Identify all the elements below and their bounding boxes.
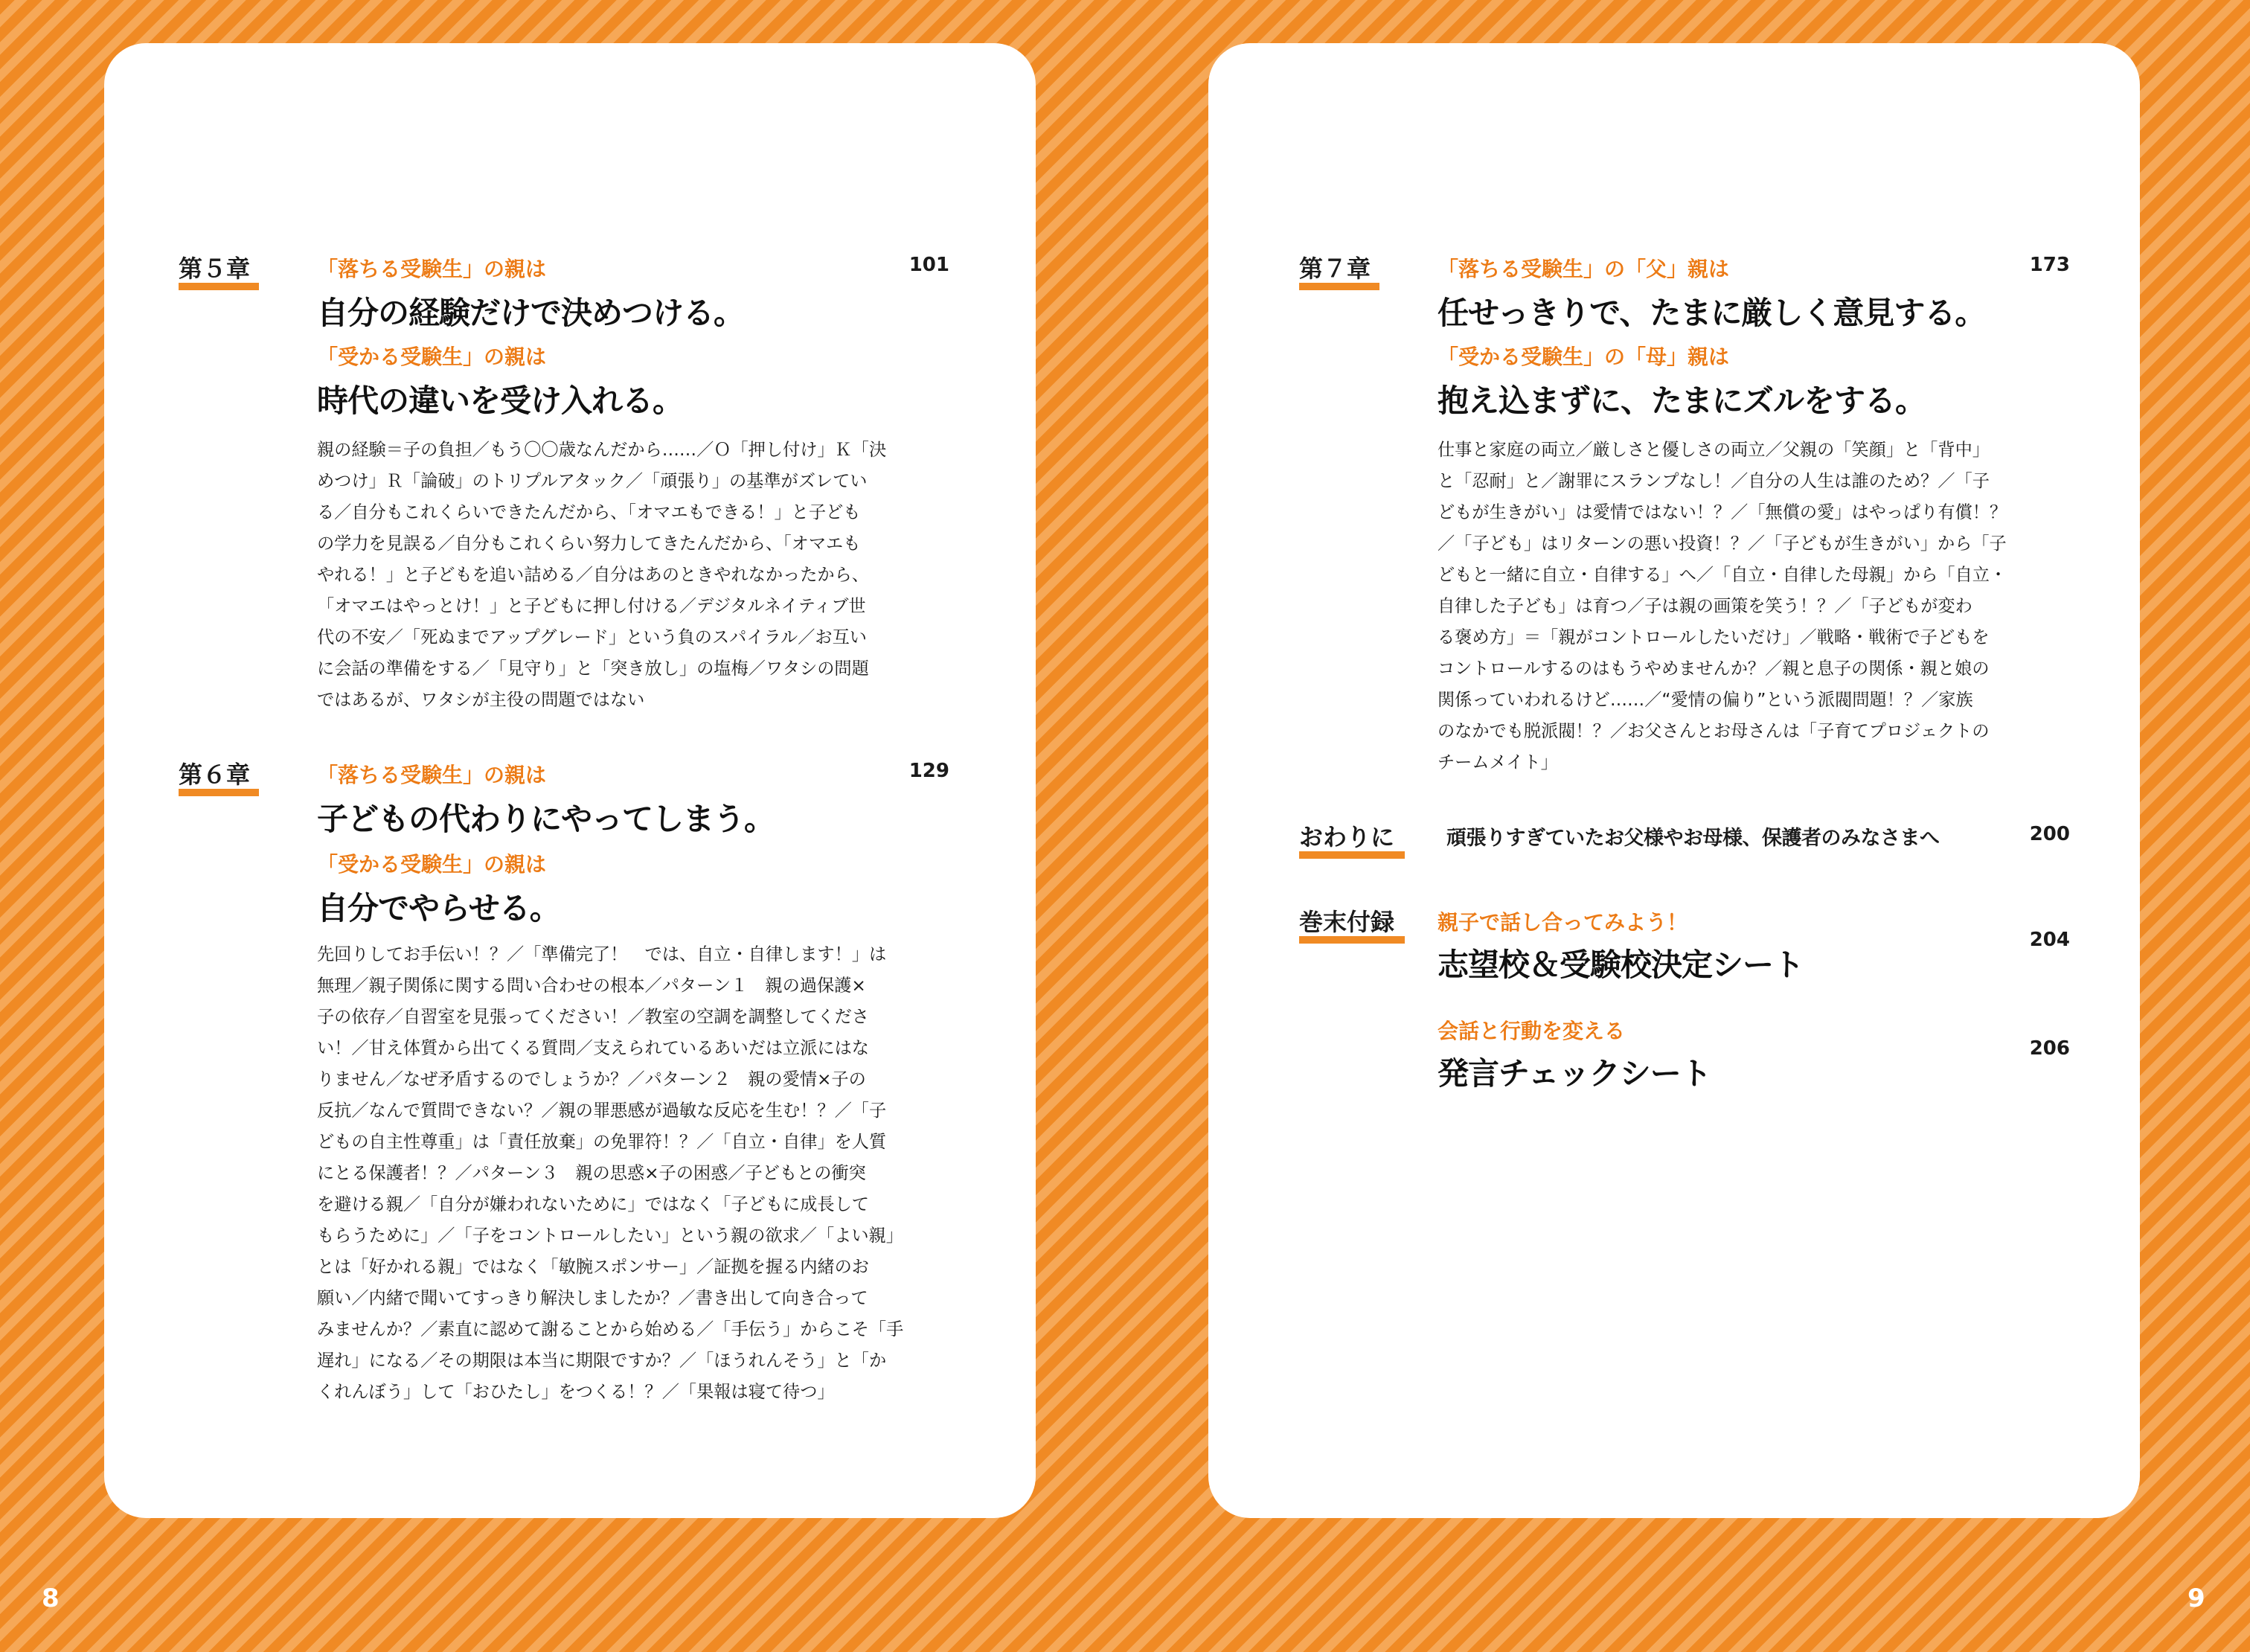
appendix-label: 巻末付録 bbox=[1299, 908, 1395, 936]
text-line: のなかでも脱派閥！？／お父さんとお母さんは「子育てプロジェクトの bbox=[1438, 721, 1990, 741]
page-number-right: 9 bbox=[2188, 1584, 2205, 1613]
text-line: どもが生きがい」は愛情ではない！？／「無償の愛」はやっぱり有償！？ bbox=[1438, 502, 2007, 522]
text-line: 「オマエはやっとけ！」と子どもに押し付ける／デジタルネイティブ世 bbox=[317, 596, 866, 616]
chapter-5-pass-heading: 時代の違いを受け入れる。 bbox=[317, 382, 684, 419]
chapter-6-fail-heading: 子どもの代わりにやってしまう。 bbox=[317, 801, 775, 837]
text-line: 仕事と家庭の両立／厳しさと優しさの両立／父親の「笑顔」と「背中」 bbox=[1438, 440, 1990, 460]
page-number-left: 8 bbox=[42, 1584, 60, 1613]
text-line: 反抗／なんで質問できない？／親の罪悪感が過敏な反応を生む！？／「子 bbox=[317, 1101, 887, 1121]
text-line: にとる保護者！？／パターン３ 親の思惑×子の困惑／子どもとの衝突 bbox=[317, 1163, 866, 1183]
chapter-7-summary bbox=[1438, 435, 2071, 778]
chapter-7-pass-heading: 抱え込まずに、たまにズルをする。 bbox=[1438, 382, 1926, 419]
appendix-item-2-heading: 発言チェックシート bbox=[1438, 1055, 1711, 1092]
text-line: どもの自主性尊重」は「責任放棄」の免罪符！？／「自立・自律」を人質 bbox=[317, 1132, 887, 1152]
text-line: の学力を見誤る／自分もこれくらい努力してきたんだから、「オマエも bbox=[317, 534, 861, 554]
chapter-5-label: 第５章 bbox=[179, 254, 251, 283]
appendix-item-2-label: 会話と行動を変える bbox=[1438, 1019, 1626, 1043]
chapter-7-page-number: 173 bbox=[2029, 254, 2070, 276]
text-line: コントロールするのはもうやめませんか？／親と息子の関係・親と娘の bbox=[1438, 659, 1990, 679]
chapter-5-summary bbox=[317, 435, 951, 716]
appendix-item-1-heading: 志望校＆受験校決定シート bbox=[1438, 947, 1804, 983]
chapter-7-label: 第７章 bbox=[1299, 254, 1371, 283]
text-line: みませんか？／素直に認めて謝ることから始める／「手伝う」からこそ「手 bbox=[317, 1319, 904, 1339]
appendix-item-1-page-number: 204 bbox=[2029, 929, 2070, 951]
text-line: りません／なぜ矛盾するのでしょうか？／パターン２ 親の愛情×子の bbox=[317, 1069, 866, 1089]
chapter-7-fail-label: 「落ちる受験生」の「父」親は bbox=[1438, 257, 1730, 281]
chapter-6-label: 第６章 bbox=[179, 761, 251, 789]
appendix-underline bbox=[1299, 936, 1405, 944]
chapter-5-pass-label: 「受かる受験生」の親は bbox=[317, 345, 547, 369]
text-line: に会話の準備をする／「見守り」と「突き放し」の塩梅／ワタシの問題 bbox=[317, 659, 869, 679]
text-line: 関係っていわれるけど……／“愛情の偏り”という派閥問題！？／家族 bbox=[1438, 690, 1973, 710]
chapter-7-underline bbox=[1299, 283, 1379, 290]
chapter-7-pass-label: 「受かる受験生」の「母」親は bbox=[1438, 345, 1730, 369]
text-line: めつけ」Ｒ「論破」のトリプルアタック／「頑張り」の基準がズレてい bbox=[317, 471, 868, 491]
text-line: る／自分もこれくらいできたんだから、「オマエもできる！」と子ども bbox=[317, 502, 861, 522]
owarini-label: おわりに bbox=[1299, 823, 1395, 851]
appendix-item-2-page-number: 206 bbox=[2029, 1037, 2070, 1060]
text-line: ではあるが、ワタシが主役の問題ではない bbox=[317, 690, 645, 710]
chapter-7-fail-heading: 任せっきりで、たまに厳しく意見する。 bbox=[1438, 295, 1986, 331]
owarini-title: 頑張りすぎていたお父様やお母様、保護者のみなさまへ bbox=[1446, 827, 1940, 850]
owarini-page-number: 200 bbox=[2029, 823, 2070, 845]
text-line: やれる！」と子どもを追い詰める／自分はあのときやれなかったから、 bbox=[317, 565, 869, 585]
text-line: ／「子ども」はリターンの悪い投資！？／「子どもが生きがい」から「子 bbox=[1438, 534, 2007, 554]
text-line: 無理／親子関係に関する問い合わせの根本／パターン１ 親の過保護× bbox=[317, 976, 866, 996]
chapter-6-underline bbox=[179, 789, 259, 796]
text-line: 代の不安／「死ぬまでアップグレード」という負のスパイラル／お互い bbox=[317, 627, 867, 647]
text-line: 子の依存／自習室を見張ってください！／教室の空調を調整してくださ bbox=[317, 1007, 869, 1027]
owarini-underline bbox=[1299, 851, 1405, 859]
text-line: どもと一緒に自立・自律する」へ／「自立・自律した母親」から「自立・ bbox=[1438, 565, 2007, 585]
chapter-5-fail-label: 「落ちる受験生」の親は bbox=[317, 257, 547, 281]
text-line: 願い／内緒で聞いてすっきり解決しましたか？／書き出して向き合って bbox=[317, 1288, 868, 1308]
chapter-6-pass-label: 「受かる受験生」の親は bbox=[317, 852, 547, 877]
text-line: チームメイト」 bbox=[1438, 752, 1558, 772]
chapter-6-summary bbox=[317, 939, 951, 1408]
chapter-6-page-number: 129 bbox=[908, 760, 949, 782]
chapter-5-page-number: 101 bbox=[908, 254, 949, 276]
text-line: 自律した子ども」は育つ／子は親の画策を笑う！？／「子どもが変わ bbox=[1438, 596, 1972, 616]
appendix-item-1-label: 親子で話し合ってみよう！ bbox=[1438, 910, 1688, 935]
text-line: とは「好かれる親」ではなく「敏腕スポンサー」／証拠を握る内緒のお bbox=[317, 1257, 869, 1277]
chapter-5-underline bbox=[179, 283, 259, 290]
text-line: 先回りしてお手伝い！？／「準備完了！ では、自立・自律します！」は bbox=[317, 944, 887, 964]
text-line: くれんぼう」して「おひたし」をつくる！？／「果報は寝て待つ」 bbox=[317, 1382, 835, 1402]
chapter-6-fail-label: 「落ちる受験生」の親は bbox=[317, 763, 547, 787]
text-line: と「忍耐」と／謝罪にスランプなし！／自分の人生は誰のため？／「子 bbox=[1438, 471, 1990, 491]
chapter-5-fail-heading: 自分の経験だけで決めつける。 bbox=[317, 295, 745, 331]
chapter-6-pass-heading: 自分でやらせる。 bbox=[317, 890, 560, 926]
text-line: を避ける親／「自分が嫌われないために」ではなく「子どもに成長して bbox=[317, 1194, 869, 1214]
text-line: る褒め方」＝「親がコントロールしたいだけ」／戦略・戦術で子どもを bbox=[1438, 627, 1990, 647]
text-line: 遅れ」になる／その期限は本当に期限ですか？／「ほうれんそう」と「か bbox=[317, 1351, 887, 1371]
text-line: もらうために」／「子をコントロールしたい」という親の欲求／「よい親」 bbox=[317, 1226, 903, 1246]
text-line: い！／甘え体質から出てくる質問／支えられているあいだは立派にはな bbox=[317, 1038, 869, 1058]
text-line: 親の経験＝子の負担／もう〇〇歳なんだから……／Ｏ「押し付け」Ｋ「決 bbox=[317, 440, 887, 460]
